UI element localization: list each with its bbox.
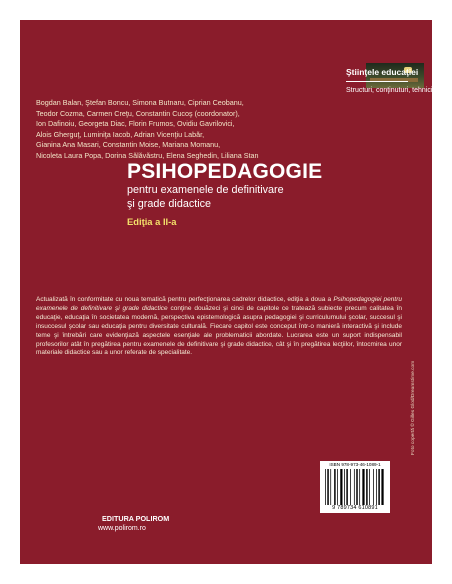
book-subtitle (127, 184, 284, 211)
author-line: Ion Dafinoiu, Georgeta Diac, Florin Frumos, Ovidiu Gavrilovici, (36, 119, 235, 129)
series-subtitle: Structuri, conţinuturi, tehnici (346, 87, 433, 94)
publisher-website: www.polirom.ro (98, 525, 146, 532)
barcode-label (320, 461, 390, 513)
subtitle-line: pentru examenele de definitivare (127, 184, 284, 196)
barcode-icon (325, 469, 385, 505)
description-italic-title: Psihopedagogiei pentru examenele de definitivare şi grade didactice (36, 296, 402, 312)
description-text (36, 296, 402, 358)
description-part: Actualizată în conformitate cu noua tematică pentru perfecţionarea cadrelor didactice, ediţia a doua a (36, 296, 334, 303)
author-line: Bogdan Balan, Ştefan Boncu, Simona Butnaru, Ciprian Ceobanu, (36, 98, 244, 107)
book-title: PSIHOPEDAGOGIE (127, 160, 323, 183)
series-divider (346, 81, 408, 82)
photo-credit: Foto copertă © Gilles Glod/Dreamstime.com (411, 360, 416, 455)
description-part: conţine douăzeci şi cinci de capitole ce tratează subiecte precum calitatea în educaţie, educaţia în societatea modernă, perspectiva epistemologică asupra pedagogiei şi curriculumului şcolar, succesul şi insuccesul şcolar sau educaţia pentru diversitate culturală. Fiecare capitol este conceput într-o manieră interactivă şi include teme şi întrebări care evidenţiază aspectele esenţiale ale problematicii abordate. Lucrarea este un suport indispensabil profesorilor atât în pregătirea pentru examenele de definitivare şi grade didactice, cât şi în pregătirea lecţiilor, întocmirea unor materiale didactice sau a unor referate de specialitate. (36, 304, 402, 357)
author-line: Teodor Cozma, Carmen Creţu, Constantin Cucoş (coordonator), (36, 108, 240, 118)
author-list (36, 98, 356, 162)
author-line: Nicoleta Laura Popa, Dorina Sălăvăstru, Elena Seghedin, Liliana Stan (36, 150, 259, 160)
series-title: Ştiinţele educaţiei (346, 67, 419, 77)
author-line: Alois Gherguţ, Luminiţa Iacob, Adrian Vicenţiu Labăr, (36, 129, 205, 139)
edition-label: Ediţia a II-a (127, 216, 177, 227)
author-line: Gianina Ana Masari, Constantin Moise, Mariana Momanu, (36, 140, 221, 150)
barcode-digits: 9 789734 610891 (332, 505, 378, 511)
isbn-number: ISBN 978-973-46-1089-1 (329, 462, 381, 467)
publisher-name: EDITURA POLIROM (102, 514, 170, 523)
subtitle-line: şi grade didactice (127, 197, 212, 210)
